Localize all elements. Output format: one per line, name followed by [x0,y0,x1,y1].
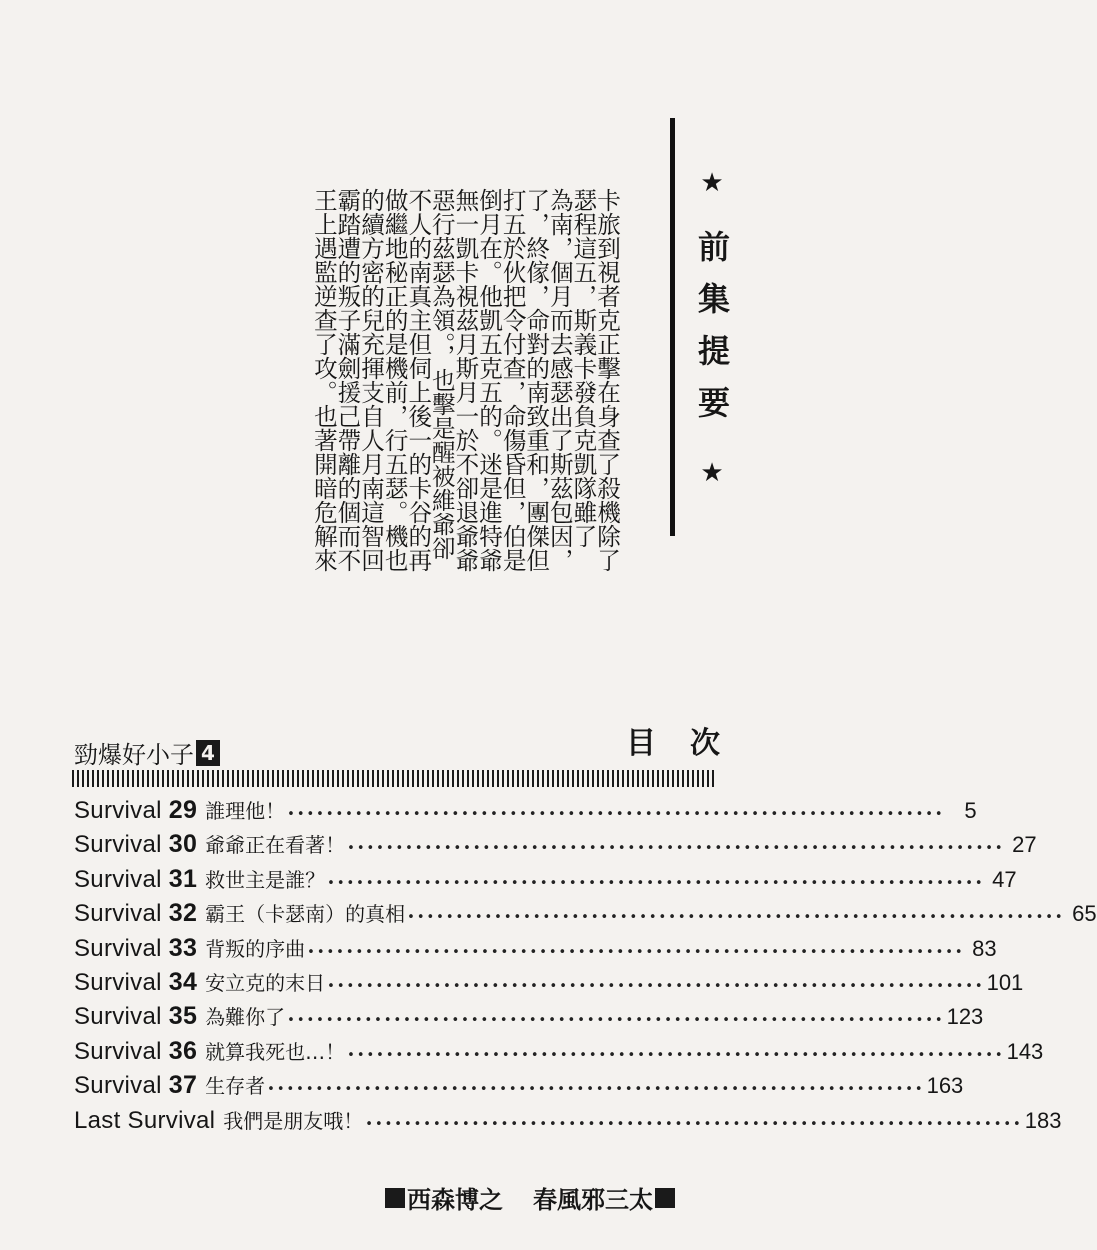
chapter-title: 生存者 [205,1074,266,1099]
page-number: 27 [1012,832,1037,858]
black-square-icon [655,1188,675,1208]
author-credits [385,1180,675,1215]
page-number: 183 [1024,1107,1062,1133]
leader-dots [307,945,964,960]
toc-entry[interactable] [74,1105,1062,1139]
chapter-title: 就算我死也…！ [205,1039,346,1064]
star-icon: ★ [700,458,724,488]
table-of-contents [74,795,1097,1139]
summary-column: 惡行茲瑟為領。，也擊是醒被維爺卻 [427,188,456,561]
page-number: 83 [972,935,997,961]
leader-dots [327,979,984,994]
page-number: 65 [1072,901,1097,927]
toc-entry[interactable] [74,1036,1044,1070]
chapter-label: Survival 30 [74,830,198,859]
summary-column: 的續方密的兒充揮支自人月南這智回 [357,188,386,572]
toc-entry[interactable] [74,933,997,967]
black-square-icon [385,1188,405,1208]
series-name: 勁爆好小子 [74,741,194,769]
summary-title-text: 前集提要 [693,230,731,438]
page-number: 5 [964,798,977,823]
toc-entry[interactable] [74,1001,984,1035]
summary-column: 王上遇監逆查了攻。也著開暗危解來 [309,188,338,572]
leader-dots [327,876,984,891]
volume-badge: 4 [196,740,220,766]
chapter-label: Survival 35 [74,1002,198,1031]
chapter-label: Survival 29 [74,796,198,824]
page-number: 123 [946,1004,984,1030]
page-number: 47 [992,866,1017,892]
toc-entry[interactable] [74,864,1017,898]
summary-column: 不人的南真主但伺上後一的卡谷的再 [404,188,433,572]
chapter-label: Survival 36 [74,1036,198,1065]
chapter-title: 我們是朋友哦！ [223,1108,364,1133]
summary-column: 倒月在。他凱五克五的。迷是進特爺 [475,188,504,572]
summary-text [138,188,621,572]
summary-column: 為南，個月而去感瑟出了斯茲包因， [545,188,574,572]
toc-entry[interactable] [74,795,977,829]
series-title [74,735,220,770]
summary-column: 無一凱卡視茲月斯月一於不卻退爺爺 [451,188,480,572]
summary-title [694,170,730,486]
chapter-title: 安立克的末日 [205,970,326,995]
leader-dots [267,1082,924,1097]
summary-column: 打五於伙把令付查，命傷昏但，伯是 [498,188,527,572]
summary-column: 霸踏遭的叛子滿劍援己帶離的個而不 [333,188,362,572]
star-icon: ★ [700,168,724,198]
toc-entry[interactable] [74,898,1097,932]
toc-entry[interactable] [74,1070,964,1104]
toc-entry[interactable] [74,829,1037,863]
summary-rule [670,118,675,536]
chapter-title: 救世主是誰？ [205,867,326,892]
page-number: 163 [926,1073,964,1099]
chapter-title: 爺爺正在看著！ [205,833,346,858]
chapter-title: 背叛的序曲 [205,936,306,961]
chapter-title: 誰理他！ [205,799,286,823]
author-name: 西森博之 [407,1186,503,1214]
chapter-label: Last Survival [74,1106,216,1134]
leader-dots [287,1013,944,1028]
leader-dots [347,841,1004,856]
chapter-title: 為難你了 [205,1005,286,1030]
chapter-label: Survival 33 [74,933,198,962]
summary-column: 了，終傢，命對的南致重和，團傑但 [522,188,551,572]
author-name: 春風邪三太 [533,1186,653,1214]
chapter-title: 霸王（卡瑟南）的真相 [205,902,406,927]
leader-dots [287,807,944,822]
chapter-label: Survival 34 [74,967,198,996]
page-number: 101 [986,969,1024,995]
contents-heading: 目次 [626,726,754,761]
chapter-label: Survival 31 [74,864,198,893]
leader-dots [407,910,1064,925]
toc-entry[interactable] [74,967,1024,1001]
summary-column: 瑟程這五，斯義卡發負克凱隊雖了 [569,188,598,548]
page-number: 143 [1006,1038,1044,1064]
chapter-label: Survival 32 [74,899,198,928]
summary-column: 做繼地秘正的是機前，行五瑟。機也 [380,188,409,572]
chapter-label: Survival 37 [74,1071,198,1100]
summary-column: 卡旅到視者克正擊在身查了殺機除了 [593,188,621,572]
leader-dots [347,1048,1004,1063]
leader-dots [365,1117,1022,1132]
decorative-stripe [72,770,716,787]
